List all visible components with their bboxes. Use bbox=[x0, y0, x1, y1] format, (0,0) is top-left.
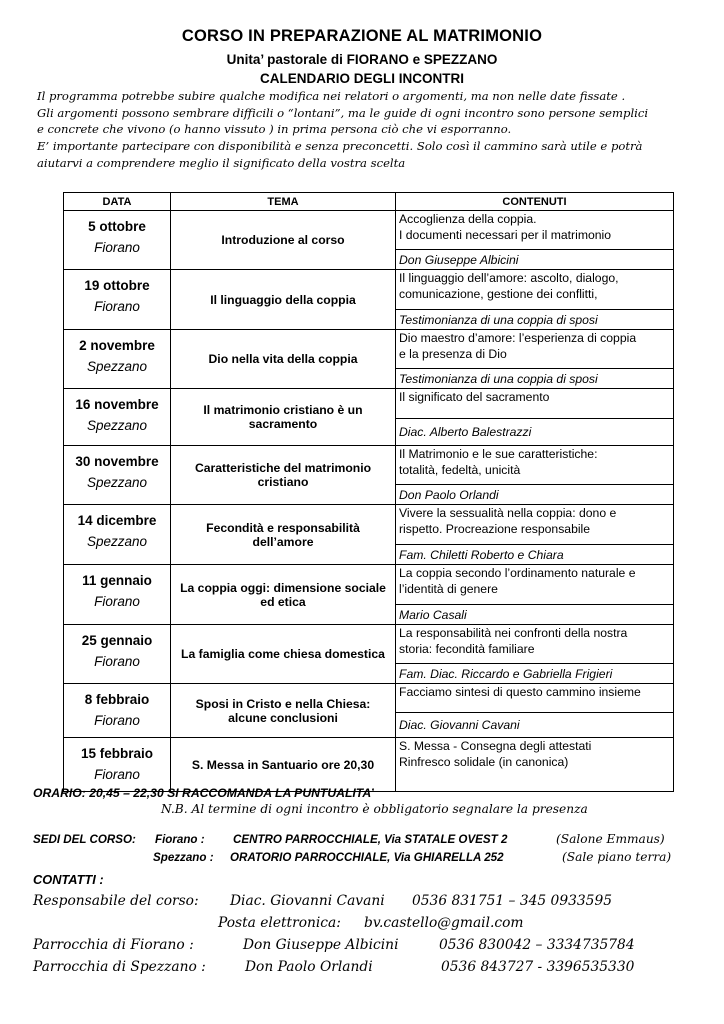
parrocchia-fiorano-phone: 0536 830042 – 3334735784 bbox=[439, 937, 635, 953]
responsabile-name: Diac. Giovanni Cavani bbox=[230, 893, 385, 909]
date-cell bbox=[64, 330, 171, 389]
place-text: Spezzano bbox=[86, 359, 148, 374]
place-text: Fiorano bbox=[94, 299, 140, 314]
date-text: 15 febbraio bbox=[80, 746, 154, 761]
date-cell bbox=[64, 211, 171, 270]
date-cell bbox=[64, 389, 171, 446]
schedule-table bbox=[63, 192, 674, 792]
parrocchia-fiorano-name: Don Giuseppe Albicini bbox=[243, 937, 399, 953]
content-line: I documenti necessari per il matrimonio bbox=[399, 227, 612, 242]
content-cell bbox=[396, 211, 674, 250]
date-text: 14 dicembre bbox=[77, 513, 157, 528]
content-cell bbox=[396, 330, 674, 369]
tema-cell: S. Messa in Santuario ore 20,30 bbox=[171, 738, 396, 792]
page-title: CORSO IN PREPARAZIONE AL MATRIMONIO bbox=[181, 27, 543, 45]
content-line: Il significato del sacramento bbox=[399, 390, 550, 404]
content-line: S. Messa - Consegna degli attestati bbox=[399, 739, 592, 753]
content-line: rispetto. Procreazione responsabile bbox=[399, 521, 591, 536]
date-cell bbox=[64, 625, 171, 684]
date-text: 30 novembre bbox=[75, 454, 159, 469]
content-line: Il linguaggio dell’amore: ascolto, dialogo, bbox=[399, 271, 619, 285]
table-row bbox=[64, 565, 674, 605]
page-subtitle: Unita’ pastorale di FIORANO e SPEZZANO bbox=[226, 52, 498, 67]
date-cell bbox=[64, 270, 171, 330]
intro-line: E’ importante partecipare con disponibilità e senza preconcetti. Solo così il cammino sarà utile e potrà bbox=[37, 139, 643, 154]
tema-cell: La coppia oggi: dimensione sociale ed etica bbox=[171, 565, 396, 625]
tema-cell: Sposi in Cristo e nella Chiesa: alcune conclusioni bbox=[171, 684, 396, 738]
relatore-cell: Testimonianza di una coppia di sposi bbox=[396, 310, 674, 330]
tema-cell: Dio nella vita della coppia bbox=[171, 330, 396, 389]
content-cell bbox=[396, 389, 674, 419]
relatore-cell: Fam. Chiletti Roberto e Chiara bbox=[396, 545, 674, 565]
intro-line: Gli argomenti possono sembrare difficili o “lontani”, ma le guide di ogni incontro sono persone semplici bbox=[37, 105, 649, 120]
schedule-body bbox=[64, 211, 674, 792]
sedi-spezzano-place: ORATORIO PARROCCHIALE, Via GHIARELLA 252 bbox=[230, 851, 504, 864]
date-text: 25 gennaio bbox=[81, 633, 153, 648]
table-row bbox=[64, 446, 674, 485]
place-text: Fiorano bbox=[94, 767, 140, 782]
table-row bbox=[64, 211, 674, 250]
table-row bbox=[64, 270, 674, 310]
content-cell bbox=[396, 446, 674, 485]
contatti-label: CONTATTI : bbox=[33, 872, 104, 887]
header-contenuti: CONTENUTI bbox=[396, 193, 674, 211]
table-row bbox=[64, 738, 674, 792]
content-line: Vivere la sessualità nella coppia: dono e bbox=[399, 506, 617, 520]
content-line: e la presenza di Dio bbox=[399, 346, 507, 361]
date-text: 16 novembre bbox=[75, 397, 159, 412]
date-text: 19 ottobre bbox=[84, 278, 150, 293]
sedi-fiorano-note: (Salone Emmaus) bbox=[556, 832, 665, 846]
place-text: Spezzano bbox=[86, 475, 148, 490]
table-row bbox=[64, 389, 674, 419]
table-row bbox=[64, 625, 674, 664]
relatore-cell: Diac. Alberto Balestrazzi bbox=[396, 419, 674, 446]
content-cell bbox=[396, 684, 674, 713]
intro-paragraph bbox=[37, 88, 709, 172]
content-line: Facciamo sintesi di questo cammino insieme bbox=[399, 685, 641, 699]
relatore-cell: Don Giuseppe Albicini bbox=[396, 250, 674, 270]
content-line: Dio maestro d’amore: l’esperienza di coppia bbox=[399, 331, 637, 345]
content-line: storia: fecondità familiare bbox=[399, 641, 535, 656]
header-data: DATA bbox=[64, 193, 171, 211]
table-row bbox=[64, 684, 674, 713]
content-line: La coppia secondo l’ordinamento naturale e bbox=[399, 566, 636, 580]
date-text: 5 ottobre bbox=[88, 219, 146, 234]
intro-line: aiutarvi a comprendere meglio il significato della vostra scelta bbox=[37, 155, 406, 170]
content-cell bbox=[396, 625, 674, 664]
place-text: Spezzano bbox=[86, 534, 148, 549]
table-header-row bbox=[64, 193, 674, 211]
tema-cell: Introduzione al corso bbox=[171, 211, 396, 270]
content-cell bbox=[396, 270, 674, 310]
date-cell bbox=[64, 446, 171, 505]
sedi-spezzano-note: (Sale piano terra) bbox=[562, 850, 672, 864]
content-line: Accoglienza della coppia. bbox=[399, 212, 537, 226]
content-cell bbox=[396, 505, 674, 545]
parrocchia-spezzano-name: Don Paolo Orlandi bbox=[245, 959, 373, 975]
tema-cell: Il matrimonio cristiano è un sacramento bbox=[171, 389, 396, 446]
email-label: Posta elettronica: bbox=[218, 915, 341, 931]
email-link[interactable]: bv.castello@gmail.com bbox=[364, 915, 524, 931]
content-line: l’identità di genere bbox=[399, 581, 498, 596]
content-cell bbox=[396, 738, 674, 792]
content-line: comunicazione, gestione dei conflitti, bbox=[399, 286, 598, 301]
place-text: Fiorano bbox=[94, 713, 140, 728]
relatore-cell: Testimonianza di una coppia di sposi bbox=[396, 369, 674, 389]
parrocchia-spezzano-phone: 0536 843727 - 3396535330 bbox=[441, 959, 635, 975]
place-text: Fiorano bbox=[94, 594, 140, 609]
calendar-heading: CALENDARIO DEGLI INCONTRI bbox=[260, 71, 464, 86]
place-text: Fiorano bbox=[94, 240, 140, 255]
parrocchia-fiorano-label: Parrocchia di Fiorano : bbox=[33, 937, 194, 953]
date-text: 8 febbraio bbox=[84, 692, 150, 707]
date-text: 2 novembre bbox=[79, 338, 155, 353]
date-cell bbox=[64, 505, 171, 565]
intro-line: Il programma potrebbe subire qualche modifica nei relatori o argomenti, ma non nelle date fissate . bbox=[37, 89, 626, 103]
content-line: La responsabilità nei confronti della nostra bbox=[399, 626, 628, 640]
tema-cell: Fecondità e responsabilità dell’amore bbox=[171, 505, 396, 565]
sedi-spezzano-label: Spezzano : bbox=[153, 851, 214, 864]
nb-note: N.B. Al termine di ogni incontro è obbligatorio segnalare la presenza bbox=[161, 802, 588, 816]
date-cell bbox=[64, 684, 171, 738]
date-cell bbox=[64, 738, 171, 792]
sedi-fiorano-label: Fiorano : bbox=[155, 833, 205, 846]
parrocchia-spezzano-label: Parrocchia di Spezzano : bbox=[33, 959, 206, 975]
place-text: Fiorano bbox=[94, 654, 140, 669]
sedi-fiorano-place: CENTRO PARROCCHIALE, Via STATALE OVEST 2 bbox=[233, 833, 508, 846]
tema-cell: Il linguaggio della coppia bbox=[171, 270, 396, 330]
content-line: Il Matrimonio e le sue caratteristiche: bbox=[399, 447, 598, 461]
orario-line: ORARIO: 20,45 – 22,30 SI RACCOMANDA LA PUNTUALITA’ bbox=[33, 786, 374, 800]
relatore-cell: Fam. Diac. Riccardo e Gabriella Frigieri bbox=[396, 664, 674, 684]
relatore-cell: Diac. Giovanni Cavani bbox=[396, 712, 674, 737]
date-text: 11 gennaio bbox=[82, 573, 152, 588]
responsabile-phone: 0536 831751 – 345 0933595 bbox=[412, 893, 613, 909]
tema-cell: Caratteristiche del matrimonio cristiano bbox=[171, 446, 396, 505]
date-cell bbox=[64, 565, 171, 625]
content-line: totalità, fedeltà, unicità bbox=[399, 462, 521, 477]
header-tema: TEMA bbox=[171, 193, 396, 211]
content-cell bbox=[396, 565, 674, 605]
sedi-label: SEDI DEL CORSO: bbox=[33, 833, 136, 846]
tema-cell: La famiglia come chiesa domestica bbox=[171, 625, 396, 684]
intro-line: e concrete che vivono (o hanno vissuto ) in prima persona ciò che vi esporranno. bbox=[37, 122, 512, 137]
place-text: Spezzano bbox=[86, 418, 148, 433]
content-line: Rinfresco solidale (in canonica) bbox=[399, 754, 569, 769]
table-row bbox=[64, 330, 674, 369]
relatore-cell: Don Paolo Orlandi bbox=[396, 485, 674, 505]
table-row bbox=[64, 505, 674, 545]
relatore-cell: Mario Casali bbox=[396, 605, 674, 625]
responsabile-label: Responsabile del corso: bbox=[33, 893, 199, 909]
